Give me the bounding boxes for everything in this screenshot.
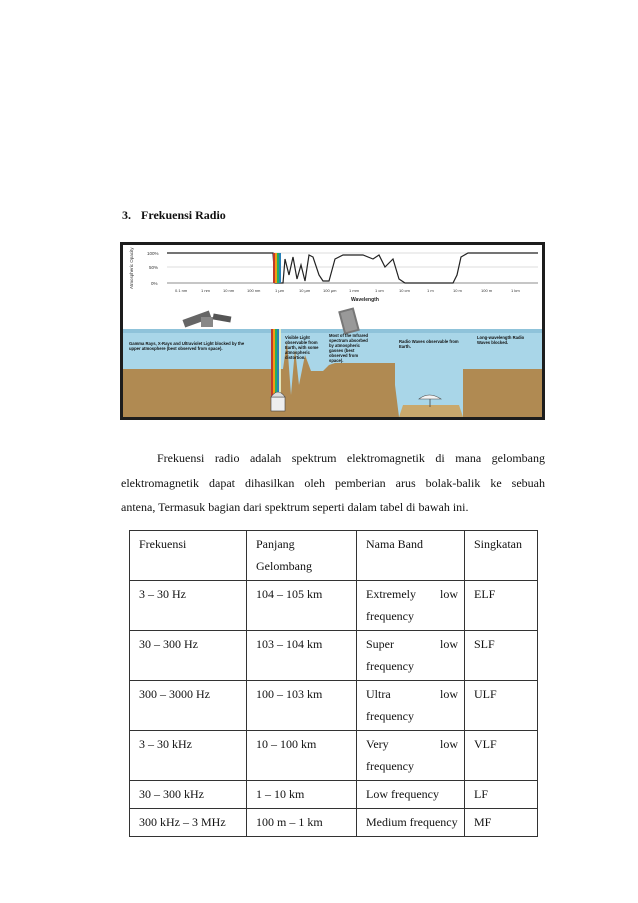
annotation-visible: Visible Light observable from Earth, with some atmospheric distortion. (285, 335, 319, 360)
cell-wavelength: 100 m – 1 km (247, 809, 357, 837)
wl-tick: 0.1 nm (175, 288, 188, 293)
cell-wavelength: 10 – 100 km (247, 731, 357, 781)
wl-tick: 100 µm (323, 288, 337, 293)
cell-band-name: Medium frequency (357, 809, 465, 837)
paragraph-line-1: Frekuensi radio adalah spektrum elektromagnetik di mana gelombang (157, 451, 545, 465)
annotation-radio: Radio Waves observable from Earth. (399, 339, 459, 349)
wl-tick: 1 mm (349, 288, 359, 293)
annotation-longwave: Long-wavelength Radio Waves blocked. (477, 335, 525, 345)
frequency-table (129, 530, 538, 837)
tick-100: 100% (147, 251, 159, 256)
cell-wavelength: 100 – 103 km (247, 681, 357, 731)
cell-band-name: Very low frequency (357, 731, 465, 781)
body-paragraph (121, 446, 545, 520)
table-row (130, 809, 538, 837)
opacity-axis-label: Atmospheric Opacity (129, 247, 134, 289)
wl-tick: 10 m (453, 288, 462, 293)
header-nama-band: Nama Band (357, 531, 465, 581)
annotation-infrared: Most of the Infrared spectrum absorbed by atmospheric gasses (best observed from space). (329, 333, 369, 363)
cell-frequency: 300 kHz – 3 MHz (130, 809, 247, 837)
cell-abbreviation: SLF (465, 631, 538, 681)
wl-tick: 1 m (427, 288, 434, 293)
cell-abbreviation: LF (465, 781, 538, 809)
section-title: Frekuensi Radio (141, 208, 226, 222)
observatory-icon (271, 392, 285, 411)
atmospheric-opacity-figure (120, 242, 545, 420)
wl-tick: 10 nm (223, 288, 235, 293)
cell-frequency: 3 – 30 Hz (130, 581, 247, 631)
header-panjang-gelombang: Panjang Gelombang (247, 531, 357, 581)
table-header-row (130, 531, 538, 581)
section-heading (122, 208, 226, 223)
cell-band-name: Ultra low frequency (357, 681, 465, 731)
cell-frequency: 30 – 300 kHz (130, 781, 247, 809)
wl-tick: 1 nm (201, 288, 210, 293)
table-row (130, 781, 538, 809)
cell-band-name: Extremely low frequency (357, 581, 465, 631)
wl-tick: 1 cm (375, 288, 384, 293)
wl-tick: 100 m (481, 288, 493, 293)
table-row (130, 631, 538, 681)
cell-frequency: 300 – 3000 Hz (130, 681, 247, 731)
header-frekuensi: Frekuensi (130, 531, 247, 581)
tick-0: 0% (151, 281, 158, 286)
table-row (130, 681, 538, 731)
wl-tick: 1 µm (275, 288, 284, 293)
paragraph-line-2: elektromagnetik dapat dihasilkan oleh pemberian arus bolak-balik ke sebuah (121, 475, 545, 490)
section-number: 3. (122, 208, 131, 222)
wl-tick: 10 µm (299, 288, 311, 293)
cell-abbreviation: MF (465, 809, 538, 837)
table-row (130, 731, 538, 781)
cell-band-name: Low frequency (357, 781, 465, 809)
opacity-diagram (123, 245, 542, 417)
wl-tick: 10 cm (399, 288, 410, 293)
wl-tick: 100 nm (247, 288, 261, 293)
cell-frequency: 3 – 30 kHz (130, 731, 247, 781)
cell-abbreviation: ELF (465, 581, 538, 631)
cell-abbreviation: VLF (465, 731, 538, 781)
wl-tick: 1 km (511, 288, 520, 293)
cell-wavelength: 104 – 105 km (247, 581, 357, 631)
header-singkatan: Singkatan (465, 531, 538, 581)
table-row (130, 581, 538, 631)
cell-wavelength: 103 – 104 km (247, 631, 357, 681)
satellite-icon (182, 310, 231, 327)
paragraph-line-3: antena, Termasuk bagian dari spektrum seperti dalam tabel di bawah ini. (121, 500, 469, 514)
cell-abbreviation: ULF (465, 681, 538, 731)
cell-wavelength: 1 – 10 km (247, 781, 357, 809)
cell-frequency: 30 – 300 Hz (130, 631, 247, 681)
wavelength-label: Wavelength (351, 297, 379, 303)
cell-band-name: Super low frequency (357, 631, 465, 681)
tick-50: 50% (149, 265, 159, 270)
annotation-gamma: Gamma Rays, X-Rays and Ultraviolet Light blocked by the upper atmosphere (best observed from space). (129, 341, 245, 351)
